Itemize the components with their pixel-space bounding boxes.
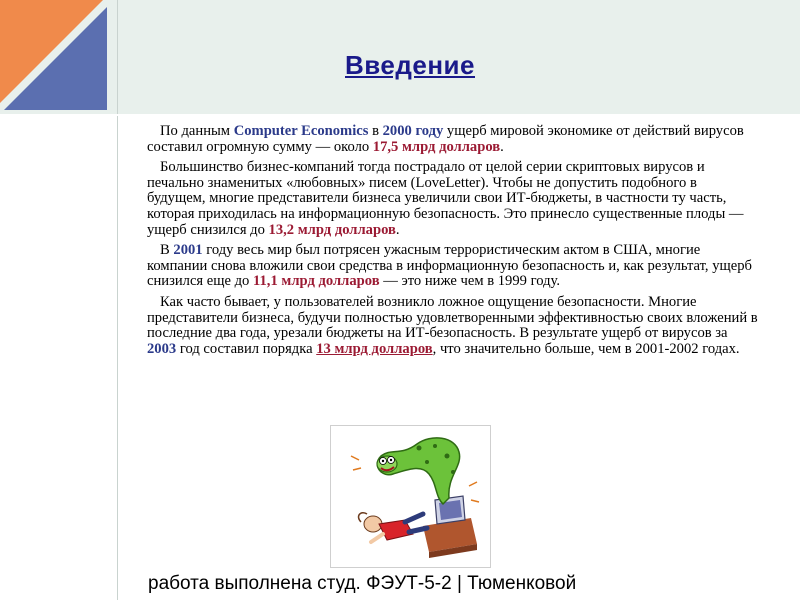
text: , что значительно больше, чем в 2001-2002 годах.	[432, 340, 740, 357]
horizontal-divider	[0, 114, 800, 116]
corner-decoration	[0, 0, 117, 115]
text: Большинство бизнес-компаний тогда пострадало от целой серии скриптовых вирусов и печально знаменитых «любовных» писем (LoveLetter). Чтобы не допустить подобного в будущем, многие представители бизнеса увеличили свои ИТ-бюджеты, в частности ту часть, которая приходилась на информационную безопасность. Это принесло существенные плоды — ущерб снизился до	[147, 159, 744, 238]
monster-spot	[451, 470, 455, 474]
highlight-amount: 13,2 млрд долларов	[268, 221, 396, 238]
highlight-amount: 11,1 млрд долларов	[253, 273, 380, 290]
text: — это ниже чем в 1999 году.	[379, 273, 560, 290]
text: ущерб мировой экономике от действий вирусов составил огромную сумму — около	[147, 123, 744, 155]
vertical-divider	[117, 0, 118, 600]
highlight-source: Computer Economics	[233, 123, 369, 139]
slide-title: Введение	[345, 50, 475, 80]
monster-spot	[433, 444, 437, 448]
text: Как часто бывает, у пользователей возникло ложное ощущение безопасности. Многие представители бизнеса, будучи полностью удовлетворенными эффективностью своих вложений в последние два года, урезали бюджеты на ИТ-безопасность. В результате ущерб от вирусов за	[147, 293, 758, 342]
text: В	[160, 242, 174, 259]
highlight-year: 2003	[147, 340, 177, 357]
slide-footer: работа выполнена студ. ФЭУТ-5-2 | Тюменковой	[148, 573, 577, 594]
text: .	[500, 138, 504, 155]
monster-spot	[417, 446, 422, 451]
text: .	[395, 221, 400, 238]
virus-illustration	[330, 425, 491, 568]
monster-pupil	[382, 460, 384, 462]
monster-spot	[445, 454, 450, 459]
highlight-amount-link[interactable]: 13 млрд долларов	[316, 340, 433, 357]
text: По данным	[160, 123, 234, 139]
text: году весь мир был потрясен ужасным террористическим актом в США, многие компании снова вложили свои средства в информационную безопасность и, как результат, ущерб снизился еще до	[147, 242, 752, 290]
man-arm	[371, 534, 383, 542]
paragraph-4	[147, 295, 759, 357]
paragraph-1	[147, 124, 759, 155]
monster-pupil	[390, 459, 392, 461]
highlight-amount: 17,5 млрд долларов	[372, 138, 501, 155]
virus-monster-icon	[331, 426, 490, 567]
text: год составил порядка	[176, 340, 317, 357]
monster-spot	[425, 460, 429, 464]
paragraph-2	[147, 160, 759, 238]
paragraph-3	[147, 243, 759, 290]
slide-body	[147, 124, 759, 362]
highlight-year: 2001	[173, 242, 203, 259]
highlight-year: 2000 году	[382, 123, 444, 139]
text: в	[368, 123, 383, 139]
man-leg	[405, 514, 423, 522]
